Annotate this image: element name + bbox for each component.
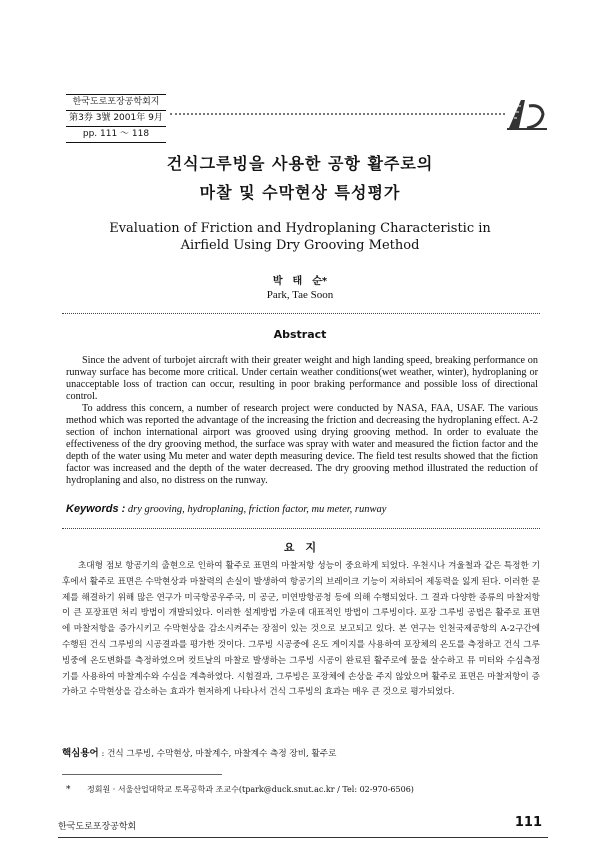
footnote-text: 정회원 · 서울산업대학교 토목공학과 조교수(tpark@duck.snut.ac.kr / Tel: 02-970-6506)	[87, 785, 414, 794]
korean-title-line2: 마찰 및 수막현상 특성평가	[199, 183, 401, 202]
page-number: 111	[514, 815, 542, 830]
summary-paragraph: 초대형 점보 항공기의 출현으로 인하여 활주로 표면의 마찰저항 성능이 중요하게 되었다. 우천시나 겨울철과 같은 특정한 기후에서 활주로 표면은 수막현상과 마찰력의 손실이 발생하여 항공기의 브레이크 기능이 저하되어 제동력을 잃게 된다. 이러한 문제를 해결하기 위해 많은 연구가 미국항공우주국, 미 공군, 미연방항공청 등에 의해 수행되었다. 그 결과 다양한 종류의 마찰저항이 큰 포장표면 처리 방법이 개발되었다. 이러한 설계방법 가운데 대표적인 방법이 그루빙이다. 포장 그루빙 공법은 활주로 표면에 마찰저항을 증가시키고 수막현상을 감소시켜주는 장점이 있는 것으로 보고되고 있다. 본 연구는 인천국제공항의 A-2구간에 수행된 건식 그루빙의 시공결과를 평가한 것이다. 그루빙 시공중에 온도 게이지를 사용하여 포장체의 온도를 측정하고 건식 그루빙중에 온도변화를 측정하였으며 컷트날의 마찰로 발생하는 그루빙 시공이 완료된 활주로에 물을 살수하고 뮤 미터와 수심측정기를 사용하여 마찰계수와 수심을 계측하였다. 시험결과, 그루빙은 포장체에 손상을 주지 않았으며 활주로 표면은 마찰저항이 증가하고 수막현상을 감소하는 효과가 현저하게 나타나서 건식 그루빙의 효과는 매우 큰 것으로 평가되었다.	[62, 561, 540, 698]
journal-name: 한국도로포장공학회지	[66, 95, 166, 111]
korean-keywords-text: : 건식 그루빙, 수막현상, 마찰계수, 마찰계수 측정 장비, 활주로	[101, 749, 337, 759]
footer-society: 한국도로포장공학회	[58, 822, 137, 832]
keywords-label: Keywords :	[66, 503, 126, 515]
korean-keywords	[62, 745, 542, 759]
road-logo-icon	[507, 96, 547, 130]
summary-heading: 요 지	[283, 541, 317, 554]
english-title-line2: Airfield Using Dry Grooving Method	[180, 238, 420, 253]
footnote-marker: *	[66, 785, 71, 795]
author-footnote	[66, 784, 546, 795]
abstract-separator	[62, 528, 540, 529]
english-title-line1: Evaluation of Friction and Hydroplaning Characteristic in	[109, 221, 491, 236]
keywords	[66, 503, 546, 515]
title-separator	[62, 313, 540, 314]
abstract-paragraph-1: Since the advent of turbojet aircraft with their greater weight and high landing speed, breaking performance on runway surface has become more critical. Under certain weather conditions(wet weather, winter), hydroplaning or unacceptable loss of traction can occur, resulting in poor braking performance and possible loss of directional control.	[66, 355, 538, 402]
keywords-text: dry grooving, hydroplaning, friction factor, mu meter, runway	[127, 504, 387, 515]
author-english: Park, Tae Soon	[266, 289, 334, 301]
footnote-rule	[62, 774, 222, 775]
author-korean: 박 태 순*	[272, 276, 328, 287]
korean-keywords-label: 핵심용어	[62, 748, 99, 759]
journal-info-box	[66, 94, 166, 143]
header-dotted-rule	[170, 113, 505, 115]
abstract-paragraph-2: To address this concern, a number of research project were conducted by NASA, FAA, USAF. The various method which was reported the advantage of the increasing the friction and decreasing the hydroplaning effect. A-2 section of inchon international airport was grooved using drying grooving method. In order to evaluate the effectiveness of the dry grooving method, the surface was spray with water and measured the fiction factor and the depth of the water using Mu meter and water depth measuring device. The field test results showed that the fiction factor was increased and the depth of the water decreased. The dry grooving method illustrated the reduction of hydroplaning and also, no distress on the runway.	[66, 403, 538, 486]
korean-title-line1: 건식그루빙을 사용한 공항 활주로의	[166, 154, 434, 173]
abstract-heading: Abstract	[273, 328, 327, 341]
volume-issue: 第3券 3號 2001年 9月	[66, 111, 166, 127]
abstract-body	[66, 355, 538, 487]
page-range: pp. 111 ～ 118	[66, 127, 166, 143]
korean-summary-body	[62, 559, 540, 701]
footer-rule	[58, 837, 548, 838]
